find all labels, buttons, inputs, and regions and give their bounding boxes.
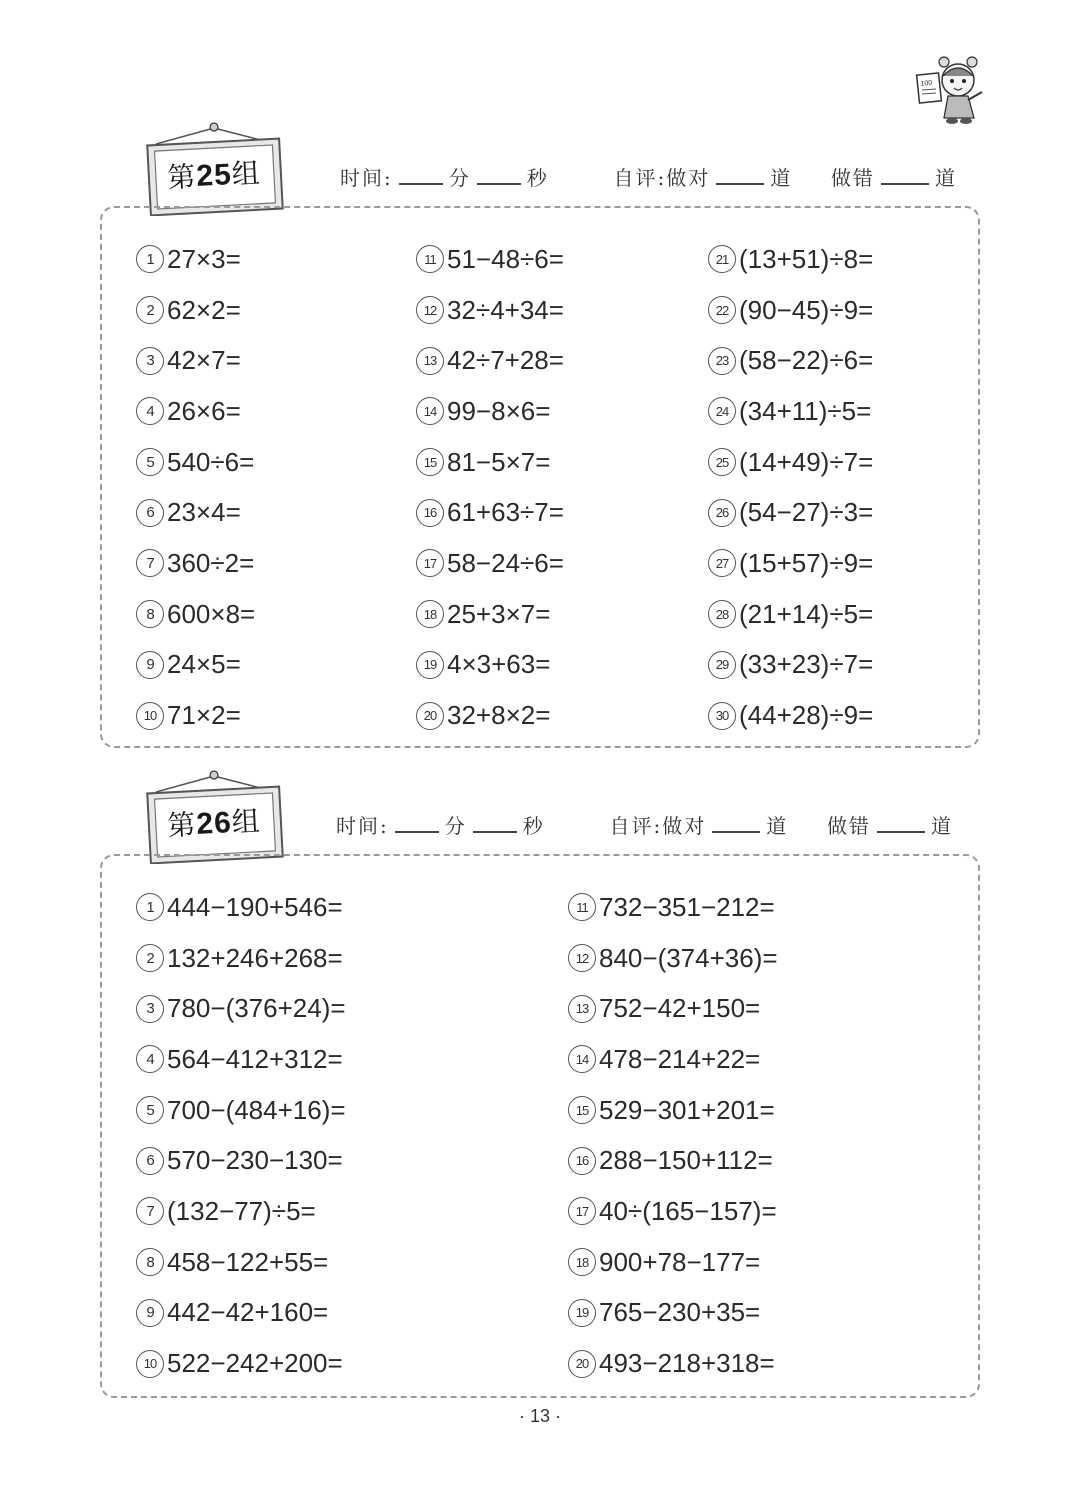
problem-number-badge: 12 — [568, 944, 596, 972]
problem-expression: 442−42+160= — [167, 1297, 329, 1328]
problem-expression: (54−27)÷3= — [739, 497, 874, 528]
minutes-blank[interactable] — [395, 813, 439, 833]
problem-item — [568, 1186, 778, 1237]
problem-expression: 132+246+268= — [167, 942, 343, 973]
problem-item — [416, 640, 564, 691]
page-number: · 13 · — [518, 1406, 561, 1426]
problem-number-badge: 30 — [708, 702, 736, 730]
seconds-blank[interactable] — [473, 813, 517, 833]
problem-expression: 732−351−212= — [599, 891, 775, 922]
title-number: 26 — [195, 806, 233, 841]
problem-item — [136, 1186, 346, 1237]
girl-holding-paper-illustration — [912, 52, 992, 126]
problem-expression: (58−22)÷6= — [739, 345, 874, 376]
title-prefix: 第 — [166, 807, 198, 843]
problem-number-badge: 9 — [136, 651, 164, 679]
problem-item — [568, 882, 778, 933]
problem-item — [568, 1288, 778, 1339]
problem-item — [136, 335, 255, 386]
problem-item — [416, 285, 564, 336]
time-label: 时间: — [340, 166, 393, 190]
minutes-label: 分 — [448, 166, 471, 190]
correct-count-blank[interactable] — [716, 165, 764, 185]
problem-item — [568, 1085, 778, 1136]
paper-score-text: 100 — [920, 79, 933, 88]
problem-number-badge: 20 — [416, 702, 444, 730]
problem-expression: (15+57)÷9= — [739, 547, 874, 578]
problem-expression: 493−218+318= — [599, 1348, 775, 1379]
problem-item — [708, 538, 873, 589]
problem-item — [708, 437, 873, 488]
problem-item — [708, 589, 873, 640]
problem-expression: 360÷2= — [167, 547, 255, 578]
problem-expression: 600×8= — [167, 598, 256, 629]
problem-expression: 4×3+63= — [447, 649, 551, 680]
time-and-self-evaluation — [340, 162, 957, 191]
seconds-label: 秒 — [526, 166, 549, 190]
title-number: 25 — [195, 158, 233, 193]
seconds-blank[interactable] — [477, 165, 521, 185]
problem-item — [568, 1135, 778, 1186]
problem-expression: 32÷4+34= — [447, 294, 564, 325]
time-and-self-evaluation — [336, 810, 953, 839]
problem-number-badge: 3 — [136, 347, 164, 375]
problem-item — [708, 640, 873, 691]
problem-expression: 288−150+112= — [599, 1145, 773, 1176]
problem-number-badge: 25 — [708, 448, 736, 476]
problem-number-badge: 11 — [416, 245, 444, 273]
problem-number-badge: 27 — [708, 549, 736, 577]
problem-expression: (33+23)÷7= — [739, 649, 874, 680]
title-suffix: 组 — [230, 804, 262, 840]
problem-box — [100, 206, 980, 748]
problem-item — [136, 1034, 346, 1085]
problem-number-badge: 3 — [136, 995, 164, 1023]
problem-item — [136, 933, 346, 984]
problem-number-badge: 7 — [136, 549, 164, 577]
problem-number-badge: 16 — [568, 1147, 596, 1175]
problem-number-badge: 28 — [708, 600, 736, 628]
correct-unit-label: 道 — [770, 166, 793, 190]
problem-number-badge: 14 — [416, 397, 444, 425]
problem-number-badge: 23 — [708, 347, 736, 375]
problem-item — [416, 690, 564, 741]
problem-expression: 27×3= — [167, 243, 241, 274]
problem-expression: (13+51)÷8= — [739, 243, 874, 274]
problem-expression: 23×4= — [167, 497, 241, 528]
problem-item — [416, 234, 564, 285]
problem-item — [136, 285, 255, 336]
seconds-label: 秒 — [522, 814, 545, 838]
problem-number-badge: 5 — [136, 1096, 164, 1124]
minutes-label: 分 — [444, 814, 467, 838]
problem-number-badge: 13 — [568, 995, 596, 1023]
problem-column-2 — [416, 234, 564, 741]
problem-number-badge: 6 — [136, 1147, 164, 1175]
problem-number-badge: 19 — [568, 1299, 596, 1327]
wrong-unit-label: 道 — [934, 166, 957, 190]
problem-number-badge: 5 — [136, 448, 164, 476]
problem-expression: 42×7= — [167, 345, 241, 376]
problem-number-badge: 10 — [136, 702, 164, 730]
problem-column-2 — [568, 882, 778, 1389]
problem-column-3 — [708, 234, 873, 741]
problem-number-badge: 14 — [568, 1045, 596, 1073]
problem-number-badge: 7 — [136, 1197, 164, 1225]
group-title — [157, 799, 271, 845]
problem-expression: 51−48÷6= — [447, 243, 564, 274]
problem-item — [136, 589, 255, 640]
problem-expression: 42÷7+28= — [447, 345, 564, 376]
title-suffix: 组 — [230, 156, 262, 192]
problem-item — [416, 437, 564, 488]
problem-expression: (21+14)÷5= — [739, 598, 874, 629]
problem-expression: 444−190+546= — [167, 891, 343, 922]
problem-expression: 58−24÷6= — [447, 547, 564, 578]
problem-expression: 522−242+200= — [167, 1348, 343, 1379]
problem-item — [568, 983, 778, 1034]
wrong-label: 做错 — [826, 814, 871, 838]
problem-item — [416, 386, 564, 437]
problem-expression: (34+11)÷5= — [739, 395, 872, 426]
problem-number-badge: 24 — [708, 397, 736, 425]
problem-item — [136, 437, 255, 488]
group-title-sign — [146, 138, 282, 210]
self-eval-correct-label: 自评:做对 — [609, 814, 707, 838]
problem-number-badge: 2 — [136, 944, 164, 972]
problem-expression: (90−45)÷9= — [739, 294, 874, 325]
problem-number-badge: 26 — [708, 499, 736, 527]
problem-item — [136, 882, 346, 933]
problem-number-badge: 19 — [416, 651, 444, 679]
problem-number-badge: 11 — [568, 893, 596, 921]
minutes-blank[interactable] — [399, 165, 443, 185]
wrong-count-blank[interactable] — [881, 165, 929, 185]
problem-column-1 — [136, 234, 255, 741]
problem-expression: 32+8×2= — [447, 700, 551, 731]
problem-number-badge: 2 — [136, 296, 164, 324]
problem-expression: 900+78−177= — [599, 1246, 761, 1277]
problem-expression: (132−77)÷5= — [167, 1195, 316, 1226]
problem-number-badge: 12 — [416, 296, 444, 324]
problem-expression: 24×5= — [167, 649, 241, 680]
self-eval-correct-label: 自评:做对 — [613, 166, 711, 190]
problem-item — [136, 1085, 346, 1136]
problem-number-badge: 9 — [136, 1299, 164, 1327]
time-label: 时间: — [336, 814, 389, 838]
problem-item — [568, 1237, 778, 1288]
problem-expression: 780−(376+24)= — [167, 993, 346, 1024]
problem-expression: 81−5×7= — [447, 446, 551, 477]
problem-expression: 71×2= — [167, 700, 241, 731]
problem-expression: 540÷6= — [167, 446, 255, 477]
problem-expression: 40÷(165−157)= — [599, 1195, 777, 1226]
problem-number-badge: 15 — [568, 1096, 596, 1124]
problem-item — [708, 335, 873, 386]
problem-item — [708, 234, 873, 285]
problem-item — [416, 589, 564, 640]
group-title-sign — [146, 786, 282, 858]
problem-column-1 — [136, 882, 346, 1389]
problem-expression: 570−230−130= — [167, 1145, 343, 1176]
problem-item — [136, 487, 255, 538]
correct-unit-label: 道 — [766, 814, 789, 838]
problem-expression: 62×2= — [167, 294, 241, 325]
wrong-count-blank[interactable] — [877, 813, 925, 833]
problem-item — [136, 234, 255, 285]
problem-number-badge: 8 — [136, 600, 164, 628]
problem-expression: 564−412+312= — [167, 1043, 343, 1074]
problem-item — [568, 933, 778, 984]
problem-number-badge: 21 — [708, 245, 736, 273]
problem-expression: 458−122+55= — [167, 1246, 329, 1277]
problem-number-badge: 13 — [416, 347, 444, 375]
problem-expression: 25+3×7= — [447, 598, 551, 629]
problem-expression: 529−301+201= — [599, 1094, 775, 1125]
problem-number-badge: 20 — [568, 1350, 596, 1378]
problem-expression: 840−(374+36)= — [599, 942, 778, 973]
problem-number-badge: 17 — [416, 549, 444, 577]
group-title — [157, 151, 271, 197]
problem-item — [136, 983, 346, 1034]
problem-number-badge: 4 — [136, 1045, 164, 1073]
problem-item — [568, 1338, 778, 1389]
problem-item — [136, 690, 255, 741]
problem-number-badge: 22 — [708, 296, 736, 324]
problem-number-badge: 4 — [136, 397, 164, 425]
problem-item — [136, 1135, 346, 1186]
problem-number-badge: 18 — [416, 600, 444, 628]
problem-item — [568, 1034, 778, 1085]
problem-item — [136, 1237, 346, 1288]
problem-item — [708, 386, 873, 437]
problem-number-badge: 18 — [568, 1248, 596, 1276]
problem-number-badge: 17 — [568, 1197, 596, 1225]
problem-item — [416, 335, 564, 386]
problem-item — [708, 690, 873, 741]
problem-number-badge: 1 — [136, 893, 164, 921]
problem-expression: (44+28)÷9= — [739, 700, 874, 731]
problem-expression: 700−(484+16)= — [167, 1094, 346, 1125]
problem-item — [136, 1338, 346, 1389]
title-prefix: 第 — [166, 159, 198, 195]
wrong-label: 做错 — [830, 166, 875, 190]
problem-expression: 26×6= — [167, 395, 241, 426]
problem-number-badge: 16 — [416, 499, 444, 527]
problem-expression: 99−8×6= — [447, 395, 551, 426]
problem-item — [136, 640, 255, 691]
problem-number-badge: 6 — [136, 499, 164, 527]
problem-number-badge: 10 — [136, 1350, 164, 1378]
problem-item — [136, 538, 255, 589]
problem-box — [100, 854, 980, 1398]
problem-expression: 61+63÷7= — [447, 497, 564, 528]
wrong-unit-label: 道 — [930, 814, 953, 838]
problem-expression: 478−214+22= — [599, 1043, 761, 1074]
problem-item — [136, 386, 255, 437]
problem-expression: (14+49)÷7= — [739, 446, 874, 477]
problem-expression: 765−230+35= — [599, 1297, 761, 1328]
problem-number-badge: 1 — [136, 245, 164, 273]
problem-number-badge: 8 — [136, 1248, 164, 1276]
correct-count-blank[interactable] — [712, 813, 760, 833]
problem-expression: 752−42+150= — [599, 993, 761, 1024]
problem-item — [136, 1288, 346, 1339]
problem-number-badge: 29 — [708, 651, 736, 679]
problem-item — [708, 285, 873, 336]
problem-item — [416, 538, 564, 589]
problem-number-badge: 15 — [416, 448, 444, 476]
problem-item — [416, 487, 564, 538]
problem-item — [708, 487, 873, 538]
